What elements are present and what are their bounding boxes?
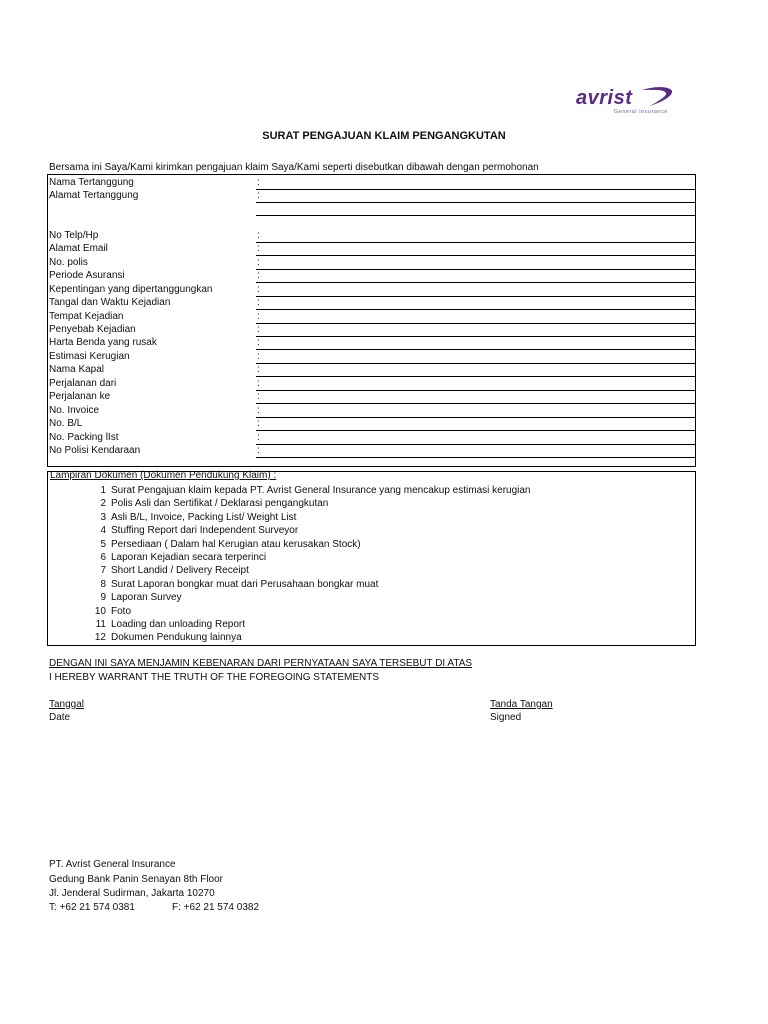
field-label: Harta Benda yang rusak: [49, 337, 157, 348]
field-label: Perjalanan dari: [49, 378, 117, 389]
field-colon: :: [257, 284, 260, 295]
field-label: No. Packing lIst: [49, 432, 119, 443]
field-label: No. polis: [49, 257, 88, 268]
field-colon: :: [257, 190, 260, 201]
attachment-item: Loading dan unloading Report: [111, 619, 245, 630]
field-colon: :: [257, 378, 260, 389]
date-label: Tanggal: [49, 699, 85, 710]
attachment-item: Laporan Survey: [111, 592, 182, 604]
footer-company: PT. Avrist General Insurance: [49, 859, 176, 870]
attachment-number: 3: [100, 511, 106, 523]
date-sublabel: Date: [49, 712, 71, 723]
field-input-line[interactable]: [256, 444, 696, 445]
field-input-line[interactable]: [256, 202, 696, 203]
swoosh-icon: [640, 86, 674, 108]
attachment-item: Asli B/L, Invoice, Packing List/ Weight List: [111, 511, 297, 523]
field-colon: :: [257, 391, 260, 402]
document-title: SURAT PENGAJUAN KLAIM PENGANGKUTAN: [262, 130, 506, 142]
field-input-line[interactable]: [256, 309, 696, 310]
field-input-line[interactable]: [256, 269, 696, 270]
attachment-number: 7: [100, 565, 106, 577]
attachment-number: 9: [100, 592, 106, 604]
field-input-line[interactable]: [256, 242, 696, 243]
field-label: Penyebab Kejadian: [49, 324, 136, 335]
field-label: Nama Kapal: [49, 364, 105, 375]
attachment-number: 2: [100, 498, 106, 510]
attachment-number: 5: [100, 538, 106, 550]
footer-building: Gedung Bank Panin Senayan 8th Floor: [49, 874, 224, 885]
field-colon: :: [257, 270, 260, 281]
field-colon: :: [257, 432, 260, 443]
field-colon: :: [257, 177, 260, 188]
field-label: No. Invoice: [49, 405, 100, 416]
attachment-item: Polis Asli dan Sertifikat / Deklarasi pengangkutan: [111, 498, 329, 510]
field-label: No. B/L: [49, 418, 83, 429]
intro-text: Bersama ini Saya/Kami kirimkan pengajuan klaim Saya/Kami seperti disebutkan dibawah dengan permohonan: [49, 162, 539, 173]
footer-phone: T: +62 21 574 0381: [49, 902, 135, 913]
field-input-line[interactable]: [256, 336, 696, 337]
signature-label: Tanda Tangan: [490, 699, 553, 710]
field-input-line[interactable]: [256, 255, 696, 256]
field-colon: :: [257, 297, 260, 308]
footer-fax: F: +62 21 574 0382: [172, 902, 260, 913]
field-label: Tangal dan Waktu Kejadian: [49, 297, 171, 308]
attachment-item: Surat Laporan bongkar muat dari Perusahaan bongkar muat: [111, 578, 379, 590]
field-colon: :: [257, 337, 260, 348]
field-colon: :: [257, 405, 260, 416]
signature-sublabel: Signed: [490, 712, 522, 723]
attachment-number: 10: [94, 605, 106, 617]
field-input-line[interactable]: [256, 363, 696, 364]
field-label: No Polisi Kendaraan: [49, 445, 141, 456]
attachments-title: Lampiran Dokumen (Dokumen Pendukung Klaim) :: [50, 470, 277, 481]
field-input-line[interactable]: [256, 403, 696, 404]
field-input-line[interactable]: [256, 282, 696, 283]
attachment-item: Stuffing Report dari Independent Surveyor: [111, 525, 299, 537]
attachment-item: Foto: [111, 605, 132, 617]
field-colon: :: [257, 311, 260, 322]
field-input-line[interactable]: [256, 189, 696, 190]
field-label: Periode Asuransi: [49, 270, 125, 281]
field-colon: :: [257, 230, 260, 241]
attachment-item: Persediaan ( Dalam hal Kerugian atau kerusakan Stock): [111, 538, 361, 550]
attachment-item: Laporan Kejadian secara terperinci: [111, 552, 267, 563]
attachment-number: 11: [95, 619, 106, 630]
field-label: Tempat Kejadian: [49, 311, 124, 322]
field-colon: :: [257, 324, 260, 335]
attachment-item: Surat Pengajuan klaim kepada PT. Avrist General Insurance yang mencakup estimasi kerugian: [111, 485, 531, 496]
field-colon: :: [257, 445, 260, 456]
field-colon: :: [257, 351, 260, 362]
field-label: Alamat Tertanggung: [49, 190, 139, 201]
field-input-line[interactable]: [256, 349, 696, 350]
field-label: Alamat Email: [49, 243, 108, 254]
declaration-indonesian: DENGAN INI SAYA MENJAMIN KEBENARAN DARI PERNYATAAN SAYA TERSEBUT DI ATAS: [49, 658, 473, 669]
field-colon: :: [257, 257, 260, 268]
attachment-number: 8: [100, 578, 106, 590]
field-input-line[interactable]: [256, 323, 696, 324]
field-label: Nama Tertanggung: [49, 177, 134, 188]
field-input-line[interactable]: [256, 417, 696, 418]
field-label: Perjalanan ke: [49, 391, 111, 402]
field-input-line[interactable]: [256, 430, 696, 431]
field-input-line[interactable]: [256, 457, 696, 458]
attachment-number: 6: [100, 552, 106, 563]
field-label: No Telp/Hp: [49, 230, 99, 241]
attachment-number: 4: [100, 525, 106, 537]
field-colon: :: [257, 243, 260, 254]
field-colon: :: [257, 418, 260, 429]
attachment-number: 12: [94, 632, 106, 644]
field-input-line[interactable]: [256, 296, 696, 297]
attachment-item: Short Landid / Delivery Receipt: [111, 565, 249, 577]
attachment-item: Dokumen Pendukung lainnya: [111, 632, 242, 644]
field-input-line[interactable]: [256, 390, 696, 391]
field-input-line[interactable]: [256, 376, 696, 377]
logo-subtitle: General Insurance: [614, 109, 668, 115]
footer-street: Jl. Jenderal Sudirman, Jakarta 10270: [49, 888, 215, 899]
claim-fields-box: [47, 174, 696, 467]
logo-wordmark: avrist: [576, 87, 633, 109]
company-logo: [576, 86, 676, 120]
attachment-number: 1: [100, 485, 106, 496]
declaration-english: I HEREBY WARRANT THE TRUTH OF THE FOREGOING STATEMENTS: [49, 672, 380, 683]
field-label: Kepentingan yang dipertanggungkan: [49, 284, 213, 295]
field-colon: :: [257, 364, 260, 375]
address-extra-line[interactable]: [256, 215, 696, 216]
field-label: Estimasi Kerugian: [49, 351, 130, 362]
